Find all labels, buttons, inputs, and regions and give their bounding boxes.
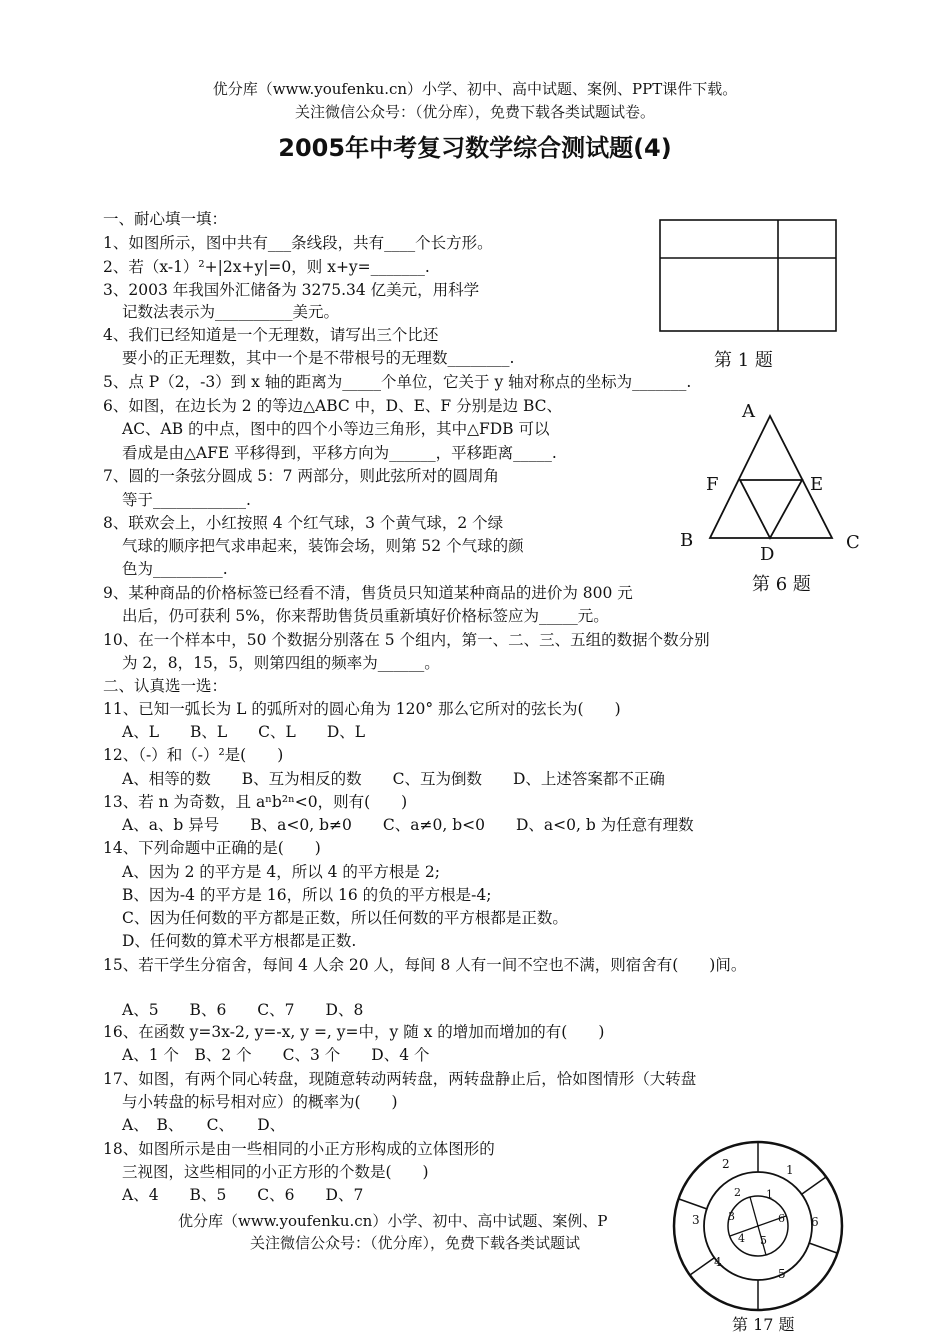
section-2-heading: 二、认真选一选： xyxy=(103,677,228,695)
question-6-cont-2: 看成是由△AFE 平移得到，平移方向为______，平移距离_____. xyxy=(122,444,557,462)
question-13-options: A、a、b 异号 B、a<0, b≠0 C、a≠0, b<0 D、a<0, b 为任意有理数 xyxy=(122,816,694,834)
outer-number: 2 xyxy=(722,1157,730,1171)
question-17-options: A、 B、 C、 D、 xyxy=(122,1116,286,1134)
inner-number: 3 xyxy=(728,1210,735,1223)
header-line-2: 关注微信公众号：（优分库），免费下载各类试题试卷。 xyxy=(294,103,655,121)
question-6-cont-1: AC、AB 的中点，图中的四个小等边三角形，其中△FDB 可以 xyxy=(122,420,550,438)
question-18: 18、如图所示是由一些相同的小正方形构成的立体图形的 xyxy=(103,1140,495,1158)
question-2: 2、若（x-1）²+|2x+y|=0，则 x+y=_______. xyxy=(103,258,430,276)
question-18-options: A、4 B、5 C、6 D、7 xyxy=(122,1186,364,1204)
outer-number: 4 xyxy=(714,1255,722,1269)
question-9-cont: 出后，仍可获利 5%，你来帮助售货员重新填好价格标签应为_____元。 xyxy=(122,607,609,625)
outer-number: 6 xyxy=(811,1215,819,1229)
question-14-option-b: B、因为-4 的平方是 16，所以 16 的负的平方根是-4; xyxy=(122,886,492,904)
question-8-cont-2: 色为_________. xyxy=(122,560,228,578)
question-7-cont: 等于____________. xyxy=(122,491,251,509)
footer-line-1: 优分库（www.youfenku.cn）小学、初中、高中试题、案例、P xyxy=(178,1212,608,1230)
question-9: 9、某种商品的价格标签已经看不清，售货员只知道某种商品的进价为 800 元 xyxy=(103,584,633,602)
figure-6-triangle xyxy=(676,400,870,570)
question-10-cont: 为 2，8，15，5，则第四组的频率为______。 xyxy=(122,654,440,672)
inner-number: 5 xyxy=(760,1234,767,1247)
question-7: 7、圆的一条弦分圆成 5：7 两部分，则此弦所对的圆周角 xyxy=(103,467,499,485)
question-4-cont: 要小的正无理数，其中一个是不带根号的无理数________. xyxy=(122,349,515,367)
question-4: 4、我们已经知道是一个无理数，请写出三个比还 xyxy=(103,326,439,344)
question-6: 6、如图，在边长为 2 的等边△ABC 中，D、E、F 分别是边 BC、 xyxy=(103,397,563,415)
question-3-cont: 记数法表示为__________美元。 xyxy=(122,303,340,321)
vertex-label-d: D xyxy=(760,544,775,565)
question-17-cont: 与小转盘的标号相对应）的概率为( ) xyxy=(122,1093,398,1111)
question-14-option-c: C、因为任何数的平方都是正数，所以任何数的平方根都是正数。 xyxy=(122,909,568,927)
outer-number: 3 xyxy=(692,1213,700,1227)
figure-17-caption: 第 17 题 xyxy=(732,1315,795,1334)
question-15-options: A、5 B、6 C、7 D、8 xyxy=(122,1001,364,1019)
inner-number: 6 xyxy=(778,1212,785,1225)
inner-number: 2 xyxy=(734,1186,741,1199)
inner-number: 1 xyxy=(766,1188,773,1201)
page-title: 2005年中考复习数学综合测试题(4) xyxy=(278,134,672,162)
question-10: 10、在一个样本中，50 个数据分别落在 5 个组内，第一、二、三、五组的数据个数分别 xyxy=(103,631,710,649)
footer-line-2: 关注微信公众号：（优分库），免费下载各类试题试 xyxy=(250,1234,581,1252)
question-1: 1、如图所示，图中共有___条线段，共有____个长方形。 xyxy=(103,234,493,252)
question-8: 8、联欢会上，小红按照 4 个红气球，3 个黄气球，2 个绿 xyxy=(103,514,504,532)
question-11: 11、已知一弧长为 L 的弧所对的圆心角为 120° 那么它所对的弦长为( ) xyxy=(103,700,621,718)
figure-6-caption: 第 6 题 xyxy=(752,574,811,595)
vertex-label-b: B xyxy=(680,530,694,551)
question-12: 12、（-）和（-）²是( ) xyxy=(103,746,284,764)
question-8-cont-1: 气球的顺序把气求串起来，装饰会场，则第 52 个气球的颜 xyxy=(122,537,524,555)
question-18-cont: 三视图，这些相同的小正方形的个数是( ) xyxy=(122,1163,429,1181)
outer-number: 1 xyxy=(786,1163,794,1177)
vertex-label-a: A xyxy=(742,401,755,422)
question-15: 15、若干学生分宿舍，每间 4 人余 20 人，每间 8 人有一间不空也不满，则宿舍有( )间。 xyxy=(103,956,747,974)
question-16-options: A、1 个 B、2 个 C、3 个 D、4 个 xyxy=(122,1046,430,1064)
question-12-options: A、相等的数 B、互为相反的数 C、互为倒数 D、上述答案都不正确 xyxy=(122,770,665,788)
question-11-options: A、L B、L C、L D、L xyxy=(122,723,366,741)
question-14-option-d: D、任何数的算术平方根都是正数. xyxy=(122,932,357,950)
question-13: 13、若 n 为奇数，且 aⁿb²ⁿ<0，则有( ) xyxy=(103,793,408,811)
question-17: 17、如图，有两个同心转盘，现随意转动两转盘，两转盘静止后，恰如图情形（大转盘 xyxy=(103,1070,697,1088)
figure-17-spinner xyxy=(668,1140,854,1316)
question-14-option-a: A、因为 2 的平方是 4，所以 4 的平方根是 2; xyxy=(122,863,440,881)
header-line-1: 优分库（www.youfenku.cn）小学、初中、高中试题、案例、PPT课件下载。 xyxy=(212,80,738,98)
question-14: 14、下列命题中正确的是( ) xyxy=(103,839,321,857)
inner-number: 4 xyxy=(738,1232,745,1245)
question-16: 16、在函数 y=3x-2, y=-x, y =, y=中，y 随 x 的增加而增加的有( ) xyxy=(103,1023,605,1041)
question-5: 5、点 P（2，-3）到 x 轴的距离为_____个单位，它关于 y 轴对称点的坐标为_______. xyxy=(103,373,692,391)
section-1-heading: 一、耐心填一填： xyxy=(103,210,228,228)
question-3: 3、2003 年我国外汇储备为 3275.34 亿美元，用科学 xyxy=(103,281,480,299)
outer-number: 5 xyxy=(778,1267,786,1281)
figure-1-grid xyxy=(658,218,838,334)
vertex-label-c: C xyxy=(846,532,860,553)
figure-1-caption: 第 1 题 xyxy=(714,350,773,371)
vertex-label-e: E xyxy=(810,474,824,495)
vertex-label-f: F xyxy=(706,474,719,495)
